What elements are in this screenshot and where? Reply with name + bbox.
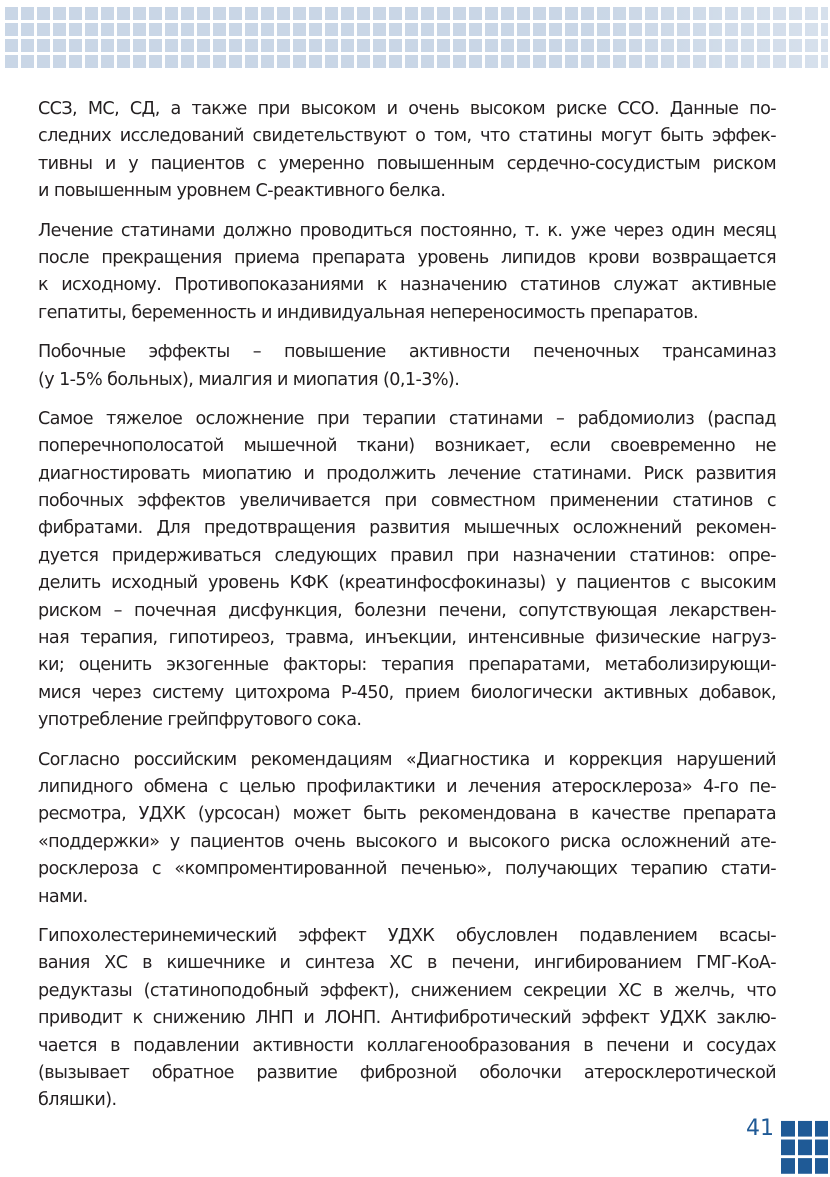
text-line: редуктазы (статиноподобный эффект), снижением секреции ХС в желчь, что: [38, 980, 776, 1001]
text-line: ная терапия, гипотиреоз, травма, инъекции, интенсивные физические нагруз-: [38, 628, 776, 649]
text-line: фибратами. Для предотвращения развития мышечных осложнений рекомен-: [38, 518, 776, 539]
text-line: Самое тяжелое осложнение при терапии статинами – рабдомиолиз (распад: [38, 408, 776, 429]
text-line: (вызывает обратное развитие фиброзной оболочки атеросклеротической: [38, 1062, 776, 1083]
text-line: тивны и у пациентов с умеренно повышенным сердечно-сосудистым риском: [38, 153, 776, 174]
text-line: поперечнополосатой мышечной ткани) возникает, если своевременно не: [38, 436, 776, 457]
text-line: бляшки).: [38, 1090, 117, 1111]
text-line: Согласно российским рекомендациям «Диагностика и коррекция нарушений: [38, 749, 776, 770]
text-line: делить исходный уровень КФК (креатинфосфокиназы) у пациентов с высоким: [38, 573, 776, 594]
text-line: к исходному. Противопоказаниями к назначению статинов служат активные: [38, 275, 776, 296]
paragraph-side-effects: [38, 339, 776, 394]
text-line: «поддержки» у пациентов очень высокого и высокого риска осложнений ате-: [38, 831, 776, 852]
page-number: 41: [746, 1116, 774, 1141]
paragraph-rhabdomyolysis: [38, 406, 776, 735]
paragraph-statins-evidence: [38, 96, 776, 206]
text-line: ресмотра, УДХК (урсосан) может быть рекомендована в качестве препарата: [38, 804, 776, 825]
text-line: ки; оценить экзогенные факторы: терапия препаратами, метаболизирующи-: [38, 655, 776, 676]
text-line: дуется придерживаться следующих правил при назначении статинов: опре-: [38, 545, 776, 566]
text-line: и повышенным уровнем С-реактивного белка.: [38, 181, 446, 202]
paragraph-russian-recommendations: [38, 747, 776, 911]
header-tile-pattern: [2, 4, 828, 70]
text-line: мися через систему цитохрома Р-450, прием биологически активных добавок,: [38, 682, 776, 703]
text-line: Гипохолестеринемический эффект УДХК обусловлен подавлением всасы-: [38, 925, 776, 946]
text-line: липидного обмена с целью профилактики и лечения атеросклероза» 4-го пе-: [38, 776, 776, 797]
text-line: чается в подавлении активности коллагенообразования в печени и сосудах: [38, 1035, 776, 1056]
text-line: вания ХС в кишечнике и синтеза ХС в печени, ингибированием ГМГ-КоА-: [38, 953, 776, 974]
text-line: Лечение статинами должно проводиться постоянно, т. к. уже через один месяц: [38, 220, 776, 241]
text-line: приводит к снижению ЛНП и ЛОНП. Антифибротический эффект УДХК заклю-: [38, 1008, 776, 1029]
text-line: нами.: [38, 886, 88, 907]
text-line: побочных эффектов увеличивается при совместном применении статинов с: [38, 491, 776, 512]
text-line: после прекращения приема препарата уровень липидов крови возвращается: [38, 247, 776, 268]
page-body: [38, 96, 776, 1127]
text-line: употребление грейпфрутового сока.: [38, 710, 362, 731]
corner-tile-pattern: [778, 1118, 828, 1174]
text-line: ССЗ, МС, СД, а также при высоком и очень высоком риске ССО. Данные по-: [38, 99, 776, 119]
text-line: росклероза с «компроментированной печенью», получающих терапию стати-: [38, 859, 776, 880]
paragraph-treatment-duration: [38, 218, 776, 328]
text-line: следних исследований свидетельствуют о том, что статины могут быть эффек-: [38, 126, 776, 147]
text-line: диагностировать миопатию и продолжить лечение статинами. Риск развития: [38, 463, 776, 484]
text-line: Побочные эффекты – повышение активности печеночных трансаминаз: [38, 342, 776, 363]
text-line: (у 1-5% больных), миалгия и миопатия (0,1-3%).: [38, 369, 460, 390]
text-line: гепатиты, беременность и индивидуальная непереносимость препаратов.: [38, 302, 699, 323]
header-band: [0, 0, 830, 78]
text-line: риском – почечная дисфункция, болезни печени, сопутствующая лекарствен-: [38, 600, 776, 621]
paragraph-udca-effect: [38, 923, 776, 1115]
